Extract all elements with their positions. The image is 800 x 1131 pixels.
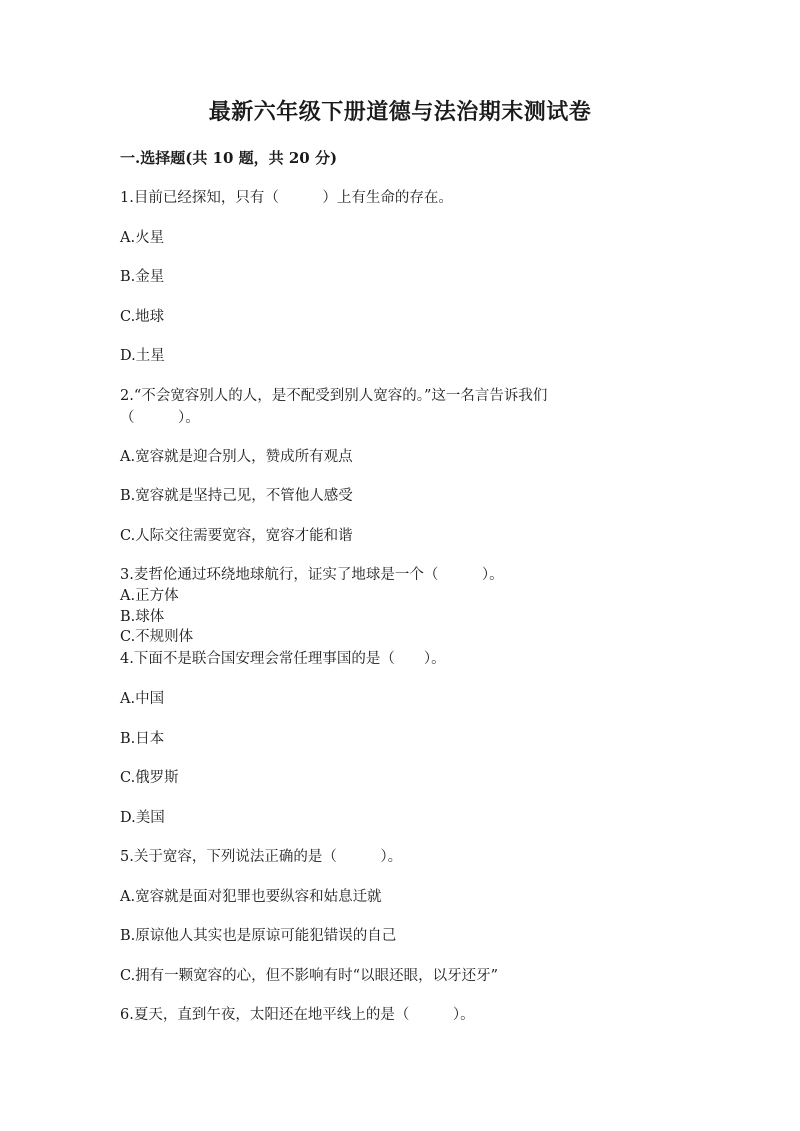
question-5-stem: 5.关于宽容，下列说法正确的是（ ）。 [120, 849, 403, 865]
question-3-option-b: B.球体 [120, 609, 165, 625]
question-1-option-c: C.地球 [120, 309, 165, 325]
question-2-stem-line2: （ ）。 [120, 410, 200, 426]
question-2-option-a: A.宽容就是迎合别人，赞成所有观点 [120, 449, 353, 465]
question-5-option-a: A.宽容就是面对犯罪也要纵容和姑息迁就 [120, 889, 382, 905]
question-3-option-c: C.不规则体 [120, 629, 194, 645]
question-2-stem-line1: 2.“不会宽容别人的人，是不配受到别人宽容的。”这一名言告诉我们 [120, 388, 548, 404]
question-4-option-a: A.中国 [120, 691, 165, 707]
question-4-option-d: D.美国 [120, 810, 165, 826]
question-5-option-c: C.拥有一颗宽容的心，但不影响有时“以眼还眼，以牙还牙” [120, 968, 499, 984]
question-1-option-b: B.金星 [120, 269, 165, 285]
question-1-option-a: A.火星 [120, 230, 165, 246]
question-4-option-c: C.俄罗斯 [120, 770, 179, 786]
question-2-option-c: C.人际交往需要宽容，宽容才能和谐 [120, 528, 353, 544]
question-3-stem: 3.麦哲伦通过环绕地球航行，证实了地球是一个（ ）。 [120, 567, 504, 583]
question-4-stem: 4.下面不是联合国安理会常任理事国的是（ ）。 [120, 651, 446, 667]
question-1-stem: 1.目前已经探知，只有（ ）上有生命的存在。 [120, 190, 453, 206]
page-title: 最新六年级下册道德与法治期末测试卷 [208, 99, 592, 125]
question-5-option-b: B.原谅他人其实也是原谅可能犯错误的自己 [120, 928, 397, 944]
question-6-stem: 6.夏天，直到午夜，太阳还在地平线上的是（ ）。 [120, 1007, 475, 1023]
section-heading: 一.选择题(共 10 题，共 20 分) [120, 149, 338, 167]
question-3-option-a: A.正方体 [120, 588, 179, 604]
question-4-option-b: B.日本 [120, 731, 165, 747]
question-1-option-d: D.土星 [120, 348, 165, 364]
question-2-option-b: B.宽容就是坚持己见，不管他人感受 [120, 488, 353, 504]
